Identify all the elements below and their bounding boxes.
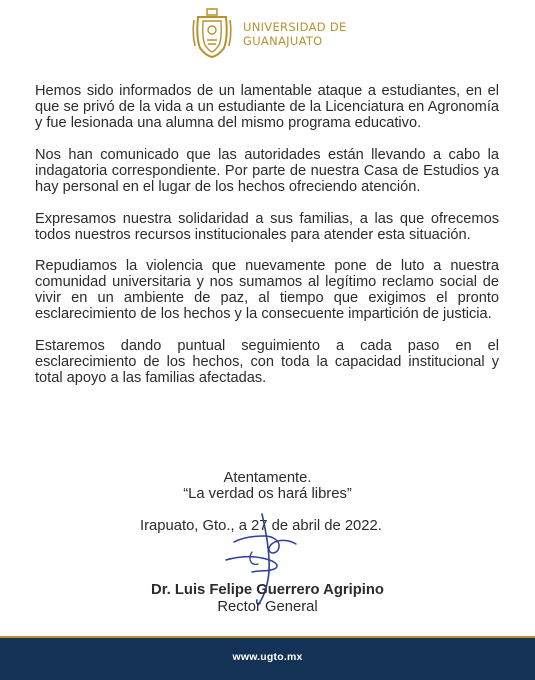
closing-salutation: Atentamente. (223, 470, 312, 486)
university-name: UNIVERSIDAD DE GUANAJUATO (243, 20, 347, 48)
signer-title: Rector General (217, 599, 318, 615)
letter-body (35, 84, 499, 404)
signer-name: Dr. Luis Felipe Guerrero Agripino (151, 582, 384, 598)
motto: “La verdad os hará libres” (183, 486, 352, 502)
footer-bar (0, 638, 535, 680)
paragraph-4: Repudiamos la violencia que nuevamente pone de luto a nuestra comunidad universitaria y nos sumamos al legítimo reclamo social de vivir en un ambiente de paz, al tiempo que exigimos el pronto esclarecimiento de los hechos y la consecuente impartición de justicia. (35, 258, 499, 322)
university-crest-icon (192, 8, 232, 58)
paragraph-1: Hemos sido informados de un lamentable ataque a estudiantes, en el que se privó de la vida a un estudiante de la Licenciatura en Agronomía y fue lesionada una alumna del mismo programa educativo. (35, 83, 499, 131)
paragraph-2: Nos han comunicado que las autoridades están llevando a cabo la indagatoria correspondiente. Por parte de nuestra Casa de Estudios ya hay personal en el lugar de los hechos ofreciendo atención. (35, 147, 499, 196)
place-date: Irapuato, Gto., a 27 de abril de 2022. (140, 518, 382, 534)
website-link[interactable]: www.ugto.mx (232, 651, 303, 663)
letterhead (0, 8, 535, 58)
paragraph-5: Estaremos dando puntual seguimiento a cada paso en el esclarecimiento de los hechos, con toda la capacidad institucional y total apoyo a las familias afectadas. (35, 338, 499, 387)
paragraph-3: Expresamos nuestra solidaridad a sus familias, a las que ofrecemos todos nuestros recursos institucionales para atender esta situación. (35, 211, 499, 244)
